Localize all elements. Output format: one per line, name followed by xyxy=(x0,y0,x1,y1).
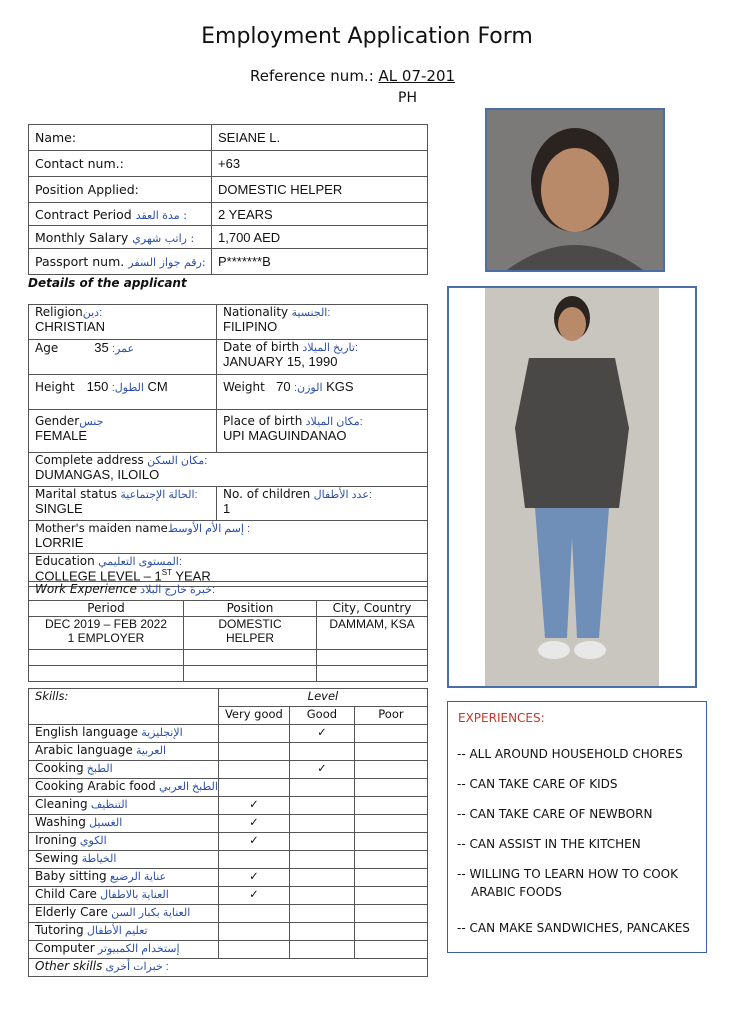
skill-level-good: ✓ xyxy=(289,761,354,779)
skill-level-very-good: ✓ xyxy=(218,887,289,905)
work-col-position: Position xyxy=(184,601,317,617)
dob-value: JANUARY 15, 1990 xyxy=(223,354,338,369)
skills-table xyxy=(28,688,428,977)
experiences-title: EXPERIENCES: xyxy=(458,711,545,725)
skill-name: Sewing الخياطة xyxy=(29,851,219,869)
skill-row xyxy=(29,833,428,851)
experience-item: -- CAN TAKE CARE OF NEWBORN xyxy=(457,807,653,821)
skill-level-good xyxy=(289,743,354,761)
basic-row xyxy=(29,203,428,226)
work-row-empty xyxy=(29,650,428,666)
skill-level-poor xyxy=(354,851,427,869)
experience-item: -- CAN MAKE SANDWICHES, PANCAKES xyxy=(457,921,690,935)
details-row xyxy=(29,487,428,521)
basic-label: Contract Period مدة العقد : xyxy=(29,203,212,226)
skill-level-very-good xyxy=(218,905,289,923)
skill-level-good xyxy=(289,887,354,905)
skill-name: Computer إستخدام الكمبيوتر xyxy=(29,941,219,959)
pob-value: UPI MAGUINDANAO xyxy=(223,428,347,443)
basic-value: 1,700 AED xyxy=(212,226,428,249)
skill-level-good xyxy=(289,923,354,941)
skill-level-poor xyxy=(354,725,427,743)
education-value: COLLEGE LEVEL – 1ST YEAR xyxy=(35,568,211,584)
skill-row xyxy=(29,851,428,869)
details-row xyxy=(29,410,428,453)
skill-level-good xyxy=(289,779,354,797)
pob-cell: Place of birth مكان الميلاد: UPI MAGUINDANAO xyxy=(217,410,428,453)
basic-row xyxy=(29,177,428,203)
reference-line xyxy=(250,67,455,85)
experiences-box xyxy=(447,701,707,953)
basic-label: Position Applied: xyxy=(29,177,212,203)
experience-item: -- WILLING TO LEARN HOW TO COOK xyxy=(457,867,678,881)
details-row xyxy=(29,340,428,375)
basic-row xyxy=(29,249,428,275)
basic-label: Contact num.: xyxy=(29,151,212,177)
address-cell: Complete address مكان السكن: DUMANGAS, ILOILO xyxy=(29,453,428,487)
weight-value: 70 KGS xyxy=(276,379,354,394)
applicant-details-table xyxy=(28,304,428,587)
children-value: 1 xyxy=(223,501,231,516)
skills-header-row xyxy=(29,689,428,707)
skill-level-poor xyxy=(354,815,427,833)
skill-name: Baby sitting عناية الرضيع xyxy=(29,869,219,887)
skill-name: Washing الغسيل xyxy=(29,815,219,833)
work-col-city: City, Country xyxy=(317,601,428,617)
skill-level-poor xyxy=(354,869,427,887)
skill-level-very-good xyxy=(218,743,289,761)
skill-level-very-good xyxy=(218,851,289,869)
skill-level-good xyxy=(289,815,354,833)
skill-level-good xyxy=(289,941,354,959)
skill-level-good xyxy=(289,869,354,887)
details-row xyxy=(29,453,428,487)
gender-value: FEMALE xyxy=(35,428,88,443)
address-value: DUMANGAS, ILOILO xyxy=(35,467,160,482)
basic-label: Name: xyxy=(29,125,212,151)
experience-item-cont: ARABIC FOODS xyxy=(471,885,562,899)
skill-level-very-good: ✓ xyxy=(218,833,289,851)
full-body-image xyxy=(449,288,695,686)
skill-row xyxy=(29,725,428,743)
work-title-row xyxy=(29,582,428,601)
skill-row xyxy=(29,869,428,887)
applicant-full-photo xyxy=(447,286,697,688)
skill-row xyxy=(29,887,428,905)
experience-item: -- CAN TAKE CARE OF KIDS xyxy=(457,777,618,791)
level-poor: Poor xyxy=(354,707,427,725)
skill-row xyxy=(29,923,428,941)
skill-level-very-good xyxy=(218,923,289,941)
skill-row xyxy=(29,815,428,833)
skill-level-very-good xyxy=(218,725,289,743)
weight-cell: Weight الوزن: 70 KGS xyxy=(217,375,428,410)
skill-level-very-good: ✓ xyxy=(218,797,289,815)
skill-name: Child Care العناية بالاطفال xyxy=(29,887,219,905)
work-col-period: Period xyxy=(29,601,184,617)
gender-cell: Genderجنس FEMALE xyxy=(29,410,217,453)
nationality-value: FILIPINO xyxy=(223,319,278,334)
basic-value: 2 YEARS xyxy=(212,203,428,226)
work-experience-table xyxy=(28,581,428,682)
details-section-title: Details of the applicant xyxy=(28,276,187,290)
work-period: DEC 2019 – FEB 2022 1 EMPLOYER xyxy=(29,617,184,650)
skill-name: Arabic language العربية xyxy=(29,743,219,761)
nationality-cell: Nationality الجنسية: FILIPINO xyxy=(217,305,428,340)
basic-row xyxy=(29,125,428,151)
basic-info-table xyxy=(28,124,428,275)
skill-level-poor xyxy=(354,761,427,779)
skill-row xyxy=(29,761,428,779)
skill-level-poor xyxy=(354,779,427,797)
skill-level-good: ✓ xyxy=(289,725,354,743)
reference-label: Reference num.: xyxy=(250,67,374,85)
work-row-empty xyxy=(29,666,428,682)
level-very-good: Very good xyxy=(218,707,289,725)
skill-level-very-good: ✓ xyxy=(218,815,289,833)
work-city: DAMMAM, KSA xyxy=(317,617,428,650)
skill-level-poor xyxy=(354,797,427,815)
skill-row xyxy=(29,905,428,923)
skill-name: English language الإنجليزية xyxy=(29,725,219,743)
age-cell: Age عمر: 35 xyxy=(29,340,217,375)
headshot-image xyxy=(487,110,663,270)
skill-level-good xyxy=(289,833,354,851)
skill-level-good xyxy=(289,797,354,815)
skill-name: Tutoring تعليم الأطفال xyxy=(29,923,219,941)
skill-name: Cooking الطبخ xyxy=(29,761,219,779)
dob-cell: Date of birth تاريخ الميلاد: JANUARY 15, 1990 xyxy=(217,340,428,375)
basic-row xyxy=(29,226,428,249)
religion-value: CHRISTIAN xyxy=(35,319,106,334)
other-skills-cell: Other skills خبرات أخرى : xyxy=(29,959,428,977)
skill-row xyxy=(29,779,428,797)
skill-name: Ironing الكوي xyxy=(29,833,219,851)
basic-label: Passport num. رقم جواز السفر: xyxy=(29,249,212,275)
other-skills-row xyxy=(29,959,428,977)
age-value: 35 xyxy=(94,340,109,355)
height-cell: Height الطول: 150 CM xyxy=(29,375,217,410)
mother-value: LORRIE xyxy=(35,535,84,550)
skill-row xyxy=(29,743,428,761)
skill-level-good xyxy=(289,905,354,923)
basic-value: SEIANE L. xyxy=(212,125,428,151)
work-position: DOMESTIC HELPER xyxy=(184,617,317,650)
reference-number: AL 07-201 xyxy=(378,67,456,85)
skill-level-very-good: ✓ xyxy=(218,869,289,887)
education-cell: Education المستوى التعليمي: COLLEGE LEVEL – 1ST YEAR xyxy=(29,554,428,587)
mother-cell: Mother's maiden nameإسم الأم الأوسط : LORRIE xyxy=(29,521,428,554)
basic-label: Monthly Salary راتب شهري : xyxy=(29,226,212,249)
skill-level-poor xyxy=(354,923,427,941)
form-title: Employment Application Form xyxy=(201,24,533,49)
experience-item: -- CAN ASSIST IN THE KITCHEN xyxy=(457,837,641,851)
skills-body xyxy=(29,725,428,959)
skill-level-poor xyxy=(354,905,427,923)
basic-value: +63 xyxy=(212,151,428,177)
skill-level-poor xyxy=(354,887,427,905)
skill-name: Cleaning التنظيف xyxy=(29,797,219,815)
skill-level-good xyxy=(289,851,354,869)
skill-level-poor xyxy=(354,941,427,959)
children-cell: No. of children عدد الأطفال: 1 xyxy=(217,487,428,521)
marital-value: SINGLE xyxy=(35,501,83,516)
details-row xyxy=(29,305,428,340)
skill-row xyxy=(29,941,428,959)
skill-level-very-good xyxy=(218,761,289,779)
skill-level-very-good xyxy=(218,779,289,797)
marital-cell: Marital status الحالة الإجتماعية: SINGLE xyxy=(29,487,217,521)
religion-cell: Religionدين: CHRISTIAN xyxy=(29,305,217,340)
skill-level-very-good xyxy=(218,941,289,959)
height-value: 150 CM xyxy=(86,379,168,394)
skill-name: Elderly Care العناية بكبار السن xyxy=(29,905,219,923)
basic-row xyxy=(29,151,428,177)
level-good: Good xyxy=(289,707,354,725)
skills-title: Skills: xyxy=(29,689,219,725)
basic-value: P*******B xyxy=(212,249,428,275)
details-row xyxy=(29,521,428,554)
skills-level-label: Level xyxy=(218,689,427,707)
skill-row xyxy=(29,797,428,815)
work-header-row xyxy=(29,601,428,617)
work-title-cell: Work Experience خبرة خارج البلاد: xyxy=(29,582,428,601)
details-row xyxy=(29,375,428,410)
skill-level-poor xyxy=(354,833,427,851)
skill-name: Cooking Arabic food الطبخ العربي xyxy=(29,779,219,797)
basic-value: DOMESTIC HELPER xyxy=(212,177,428,203)
country-code: PH xyxy=(398,90,417,106)
skill-level-poor xyxy=(354,743,427,761)
applicant-headshot xyxy=(485,108,665,272)
work-row xyxy=(29,617,428,650)
experience-item: -- ALL AROUND HOUSEHOLD CHORES xyxy=(457,747,683,761)
